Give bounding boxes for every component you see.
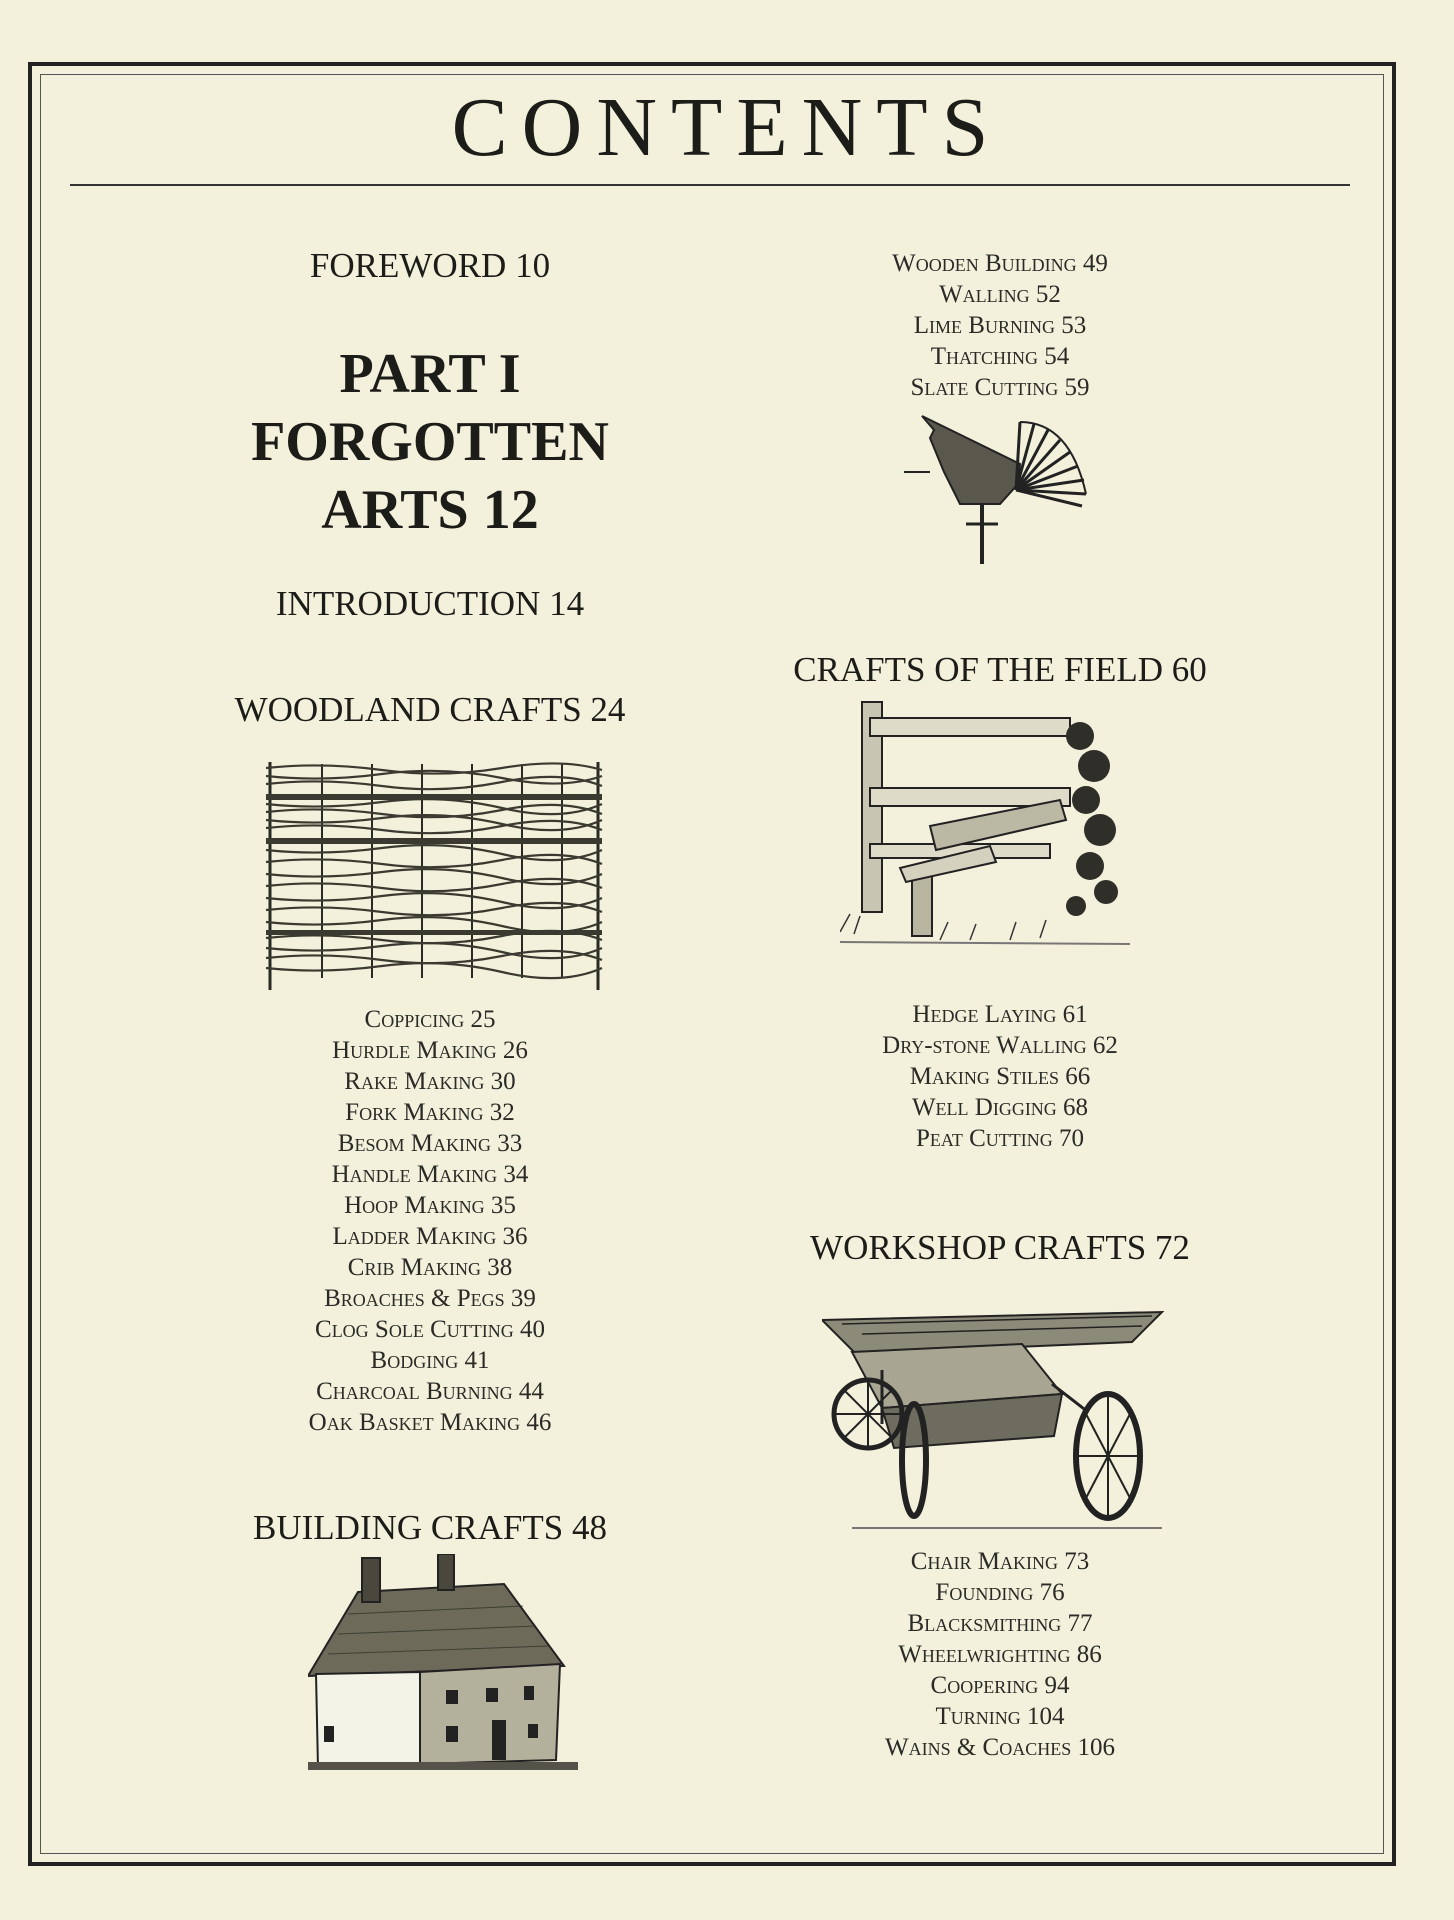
list-item: Clog Sole Cutting 40: [315, 1316, 545, 1343]
list-item: Lime Burning 53: [913, 312, 1087, 339]
list-item: Hoop Making 35: [344, 1192, 516, 1219]
list-item: Chair Making 73: [910, 1548, 1090, 1575]
list-item: Peat Cutting 70: [915, 1125, 1085, 1152]
workshop-heading: WORKSHOP CRAFTS 72: [810, 1228, 1190, 1267]
weathervane-icon: [900, 412, 1092, 564]
list-item: Bodging 41: [370, 1347, 490, 1374]
list-item: Wheelwrighting 86: [898, 1641, 1102, 1668]
part-title: [140, 340, 720, 544]
part-number: PART I: [339, 343, 521, 405]
list-item: Hurdle Making 26: [332, 1037, 528, 1064]
list-item: Founding 76: [935, 1579, 1065, 1606]
list-item: Crib Making 38: [347, 1254, 513, 1281]
introduction-heading: INTRODUCTION 14: [275, 584, 585, 623]
list-item: Blacksmithing 77: [907, 1610, 1093, 1637]
list-item: Thatching 54: [930, 343, 1070, 370]
workshop-entries: [740, 1546, 1260, 1763]
list-item: Coopering 94: [930, 1672, 1070, 1699]
list-item: Hedge Laying 61: [912, 1001, 1088, 1028]
list-item: Fork Making 32: [345, 1099, 515, 1126]
list-item: Turning 104: [935, 1703, 1065, 1730]
hurdle-icon: [262, 758, 606, 994]
foreword-heading: FOREWORD 10: [309, 246, 551, 285]
list-item: Making Stiles 66: [909, 1063, 1091, 1090]
list-item: Wains & Coaches 106: [885, 1734, 1115, 1761]
list-item: Oak Basket Making 46: [308, 1409, 552, 1436]
list-item: Wooden Building 49: [892, 250, 1108, 277]
list-item: Broaches & Pegs 39: [324, 1285, 536, 1312]
stile-icon: [840, 696, 1130, 958]
wagon-icon: [822, 1284, 1168, 1534]
list-item: Dry-stone Walling 62: [882, 1032, 1118, 1059]
building-entries: [740, 248, 1260, 403]
cottage-icon: [308, 1554, 588, 1776]
title-divider: [70, 184, 1350, 186]
list-item: Besom Making 33: [337, 1130, 523, 1157]
part-name-line1: FORGOTTEN: [251, 411, 609, 473]
building-heading: BUILDING CRAFTS 48: [253, 1508, 607, 1547]
list-item: Slate Cutting 59: [910, 374, 1090, 401]
list-item: Rake Making 30: [344, 1068, 516, 1095]
list-item: Charcoal Burning 44: [316, 1378, 544, 1405]
list-item: Coppicing 25: [364, 1006, 496, 1033]
list-item: Walling 52: [939, 281, 1061, 308]
page-title: CONTENTS: [451, 81, 1003, 174]
woodland-entries: [140, 1004, 720, 1438]
field-entries: [740, 999, 1260, 1154]
list-item: Handle Making 34: [331, 1161, 529, 1188]
part-name-line2: ARTS 12: [321, 479, 539, 541]
field-heading: CRAFTS OF THE FIELD 60: [793, 650, 1207, 689]
woodland-heading: WOODLAND CRAFTS 24: [234, 690, 626, 729]
list-item: Ladder Making 36: [332, 1223, 528, 1250]
list-item: Well Digging 68: [911, 1094, 1089, 1121]
